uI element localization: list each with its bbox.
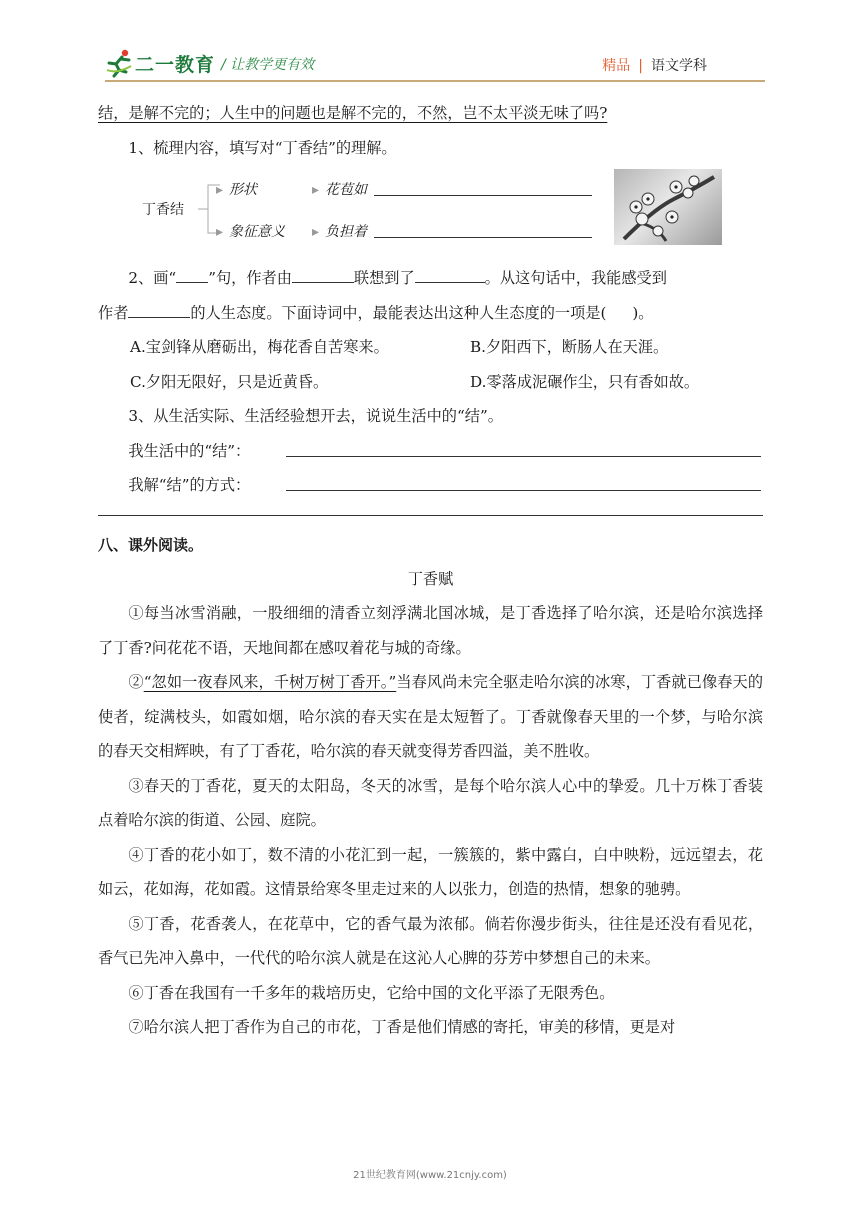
article-paragraph-3: ③春天的丁香花，夏天的太阳岛，冬天的冰雪，是每个哈尔滨人心中的挚爱。几十万株丁香装点着哈尔滨的街道、公园、庭院。 bbox=[98, 776, 763, 829]
article-paragraph-4: ④丁香的花小如丁，数不清的小花汇到一起，一簇簇的，紫中露白，白中映粉，远远望去，花如云，花如海，花如霞。这情景给寒冬里走过来的人以张力，创造的热情，想象的驰骋。 bbox=[98, 845, 763, 898]
diagram-row-meaning bbox=[216, 221, 368, 241]
answer-blank[interactable] bbox=[292, 268, 354, 283]
question-1: 1、梳理内容，填写对“丁香结”的理解。 bbox=[128, 138, 397, 157]
lilac-flower-image bbox=[614, 169, 722, 245]
diagram-main-label: 丁香结 bbox=[142, 202, 184, 218]
article-paragraph-1: ①每当冰雪消融，一股细细的清香立刻浮满北国冰城，是丁香选择了哈尔滨，还是哈尔滨选择了丁香?问花花不语，天地间都在感叹着花与城的奇缘。 bbox=[98, 604, 763, 657]
bullet-icon: ▸ bbox=[312, 182, 320, 198]
quality-label: 精品 bbox=[602, 58, 631, 74]
article-paragraph-6: ⑥丁香在我国有一千多年的栽培历史，它给中国的文化平添了无限秀色。 bbox=[128, 983, 615, 1002]
dingxiang-diagram bbox=[98, 169, 763, 257]
fill-label: 我解“结”的方式： bbox=[128, 476, 251, 494]
question-2-line-1: 2、画“ ”句，作者由 联想到了 。从这句话中，我能感受到 bbox=[128, 269, 667, 287]
choices-row-2 bbox=[98, 365, 763, 400]
slogan: / 让教学更有效 bbox=[221, 57, 315, 73]
bullet-icon: ▸ bbox=[216, 224, 224, 240]
page-header bbox=[105, 46, 765, 82]
question-2-line-2: 作者 的人生态度。下面诗词中，最能表达出这种人生态度的一项是( )。 bbox=[98, 303, 654, 322]
diagram-row-shape bbox=[216, 179, 368, 199]
page-footer: 21世纪教育网(www.21cnjy.com) bbox=[353, 1170, 507, 1181]
header-subject bbox=[602, 55, 707, 75]
intro-line: 结，是解不完的；人生中的问题也是解不完的，不然，岂不太平淡无味了吗? bbox=[98, 104, 608, 122]
article-paragraph-7: ⑦哈尔滨人把丁香作为自己的市花，丁香是他们情感的寄托，审美的移情，更是对 bbox=[128, 1018, 676, 1036]
question-3: 3、从生活实际、生活经验想开去，说说生活中的“结”。 bbox=[128, 407, 503, 425]
article-title: 丁香赋 bbox=[407, 569, 454, 588]
choice-c[interactable]: C.夕阳无限好，只是近黄昏。 bbox=[130, 372, 329, 391]
fill-label: 我生活中的“结”： bbox=[128, 441, 251, 460]
answer-line[interactable] bbox=[374, 237, 592, 238]
header-divider bbox=[105, 80, 765, 82]
diagram-row-sub: ▸ 负担着 bbox=[312, 224, 368, 240]
choice-a[interactable]: A.宝剑锋从磨砺出，梅花香自苦寒来。 bbox=[130, 338, 389, 356]
subject-label: 语文学科 bbox=[651, 58, 707, 74]
choices-row-1 bbox=[98, 330, 763, 365]
underlined-sentence: “忽如一夜春风来，千树万树丁香开。” bbox=[143, 673, 397, 691]
bullet-icon: ▸ bbox=[312, 224, 320, 240]
section-title: 八、课外阅读。 bbox=[98, 535, 204, 554]
fill-row-knot bbox=[98, 434, 763, 469]
answer-line[interactable] bbox=[286, 456, 761, 457]
answer-line[interactable] bbox=[374, 195, 592, 196]
runner-logo-icon bbox=[105, 48, 135, 78]
choice-d[interactable]: D.零落成泥碾作尘，只有香如故。 bbox=[470, 372, 700, 391]
article-paragraph-5: ⑤丁香，花香袭人，在花草中，它的香气最为浓郁。倘若你漫步街头，往往是还没有看见花，香气已先冲入鼻中，一代代的哈尔滨人就是在这沁人心脾的芬芳中梦想自己的未来。 bbox=[98, 914, 763, 967]
answer-blank[interactable] bbox=[176, 268, 208, 283]
bullet-icon: ▸ bbox=[216, 182, 224, 198]
answer-blank[interactable] bbox=[415, 268, 485, 283]
choice-b[interactable]: B.夕阳西下，断肠人在天涯。 bbox=[470, 338, 669, 356]
section-divider bbox=[98, 515, 763, 516]
lilac-flower-icon bbox=[614, 169, 722, 245]
document-body bbox=[98, 96, 763, 1045]
header-separator: | bbox=[638, 58, 643, 74]
article-paragraph-2: ②“忽如一夜春风来，千树万树丁香开。”当春风尚未完全驱走哈尔滨的冰寒，丁香就已像春天的使者，绽满枝头，如霞如烟，哈尔滨的春天实在是太短暂了。丁香就像春天里的一个梦，与哈尔滨的春天交相辉映，有了丁香花，哈尔滨的春天就变得芳香四溢，美不胜收。 bbox=[98, 673, 764, 760]
diagram-row-sub: ▸ 花苞如 bbox=[312, 182, 368, 198]
answer-blank[interactable] bbox=[128, 303, 190, 318]
fill-row-method bbox=[98, 468, 763, 503]
logo-text: 二一教育 bbox=[135, 54, 216, 76]
diagram-row-label: 形状 bbox=[229, 182, 258, 198]
answer-line[interactable] bbox=[286, 490, 761, 491]
diagram-row-label: 象征意义 bbox=[229, 224, 286, 240]
logo bbox=[105, 46, 335, 80]
